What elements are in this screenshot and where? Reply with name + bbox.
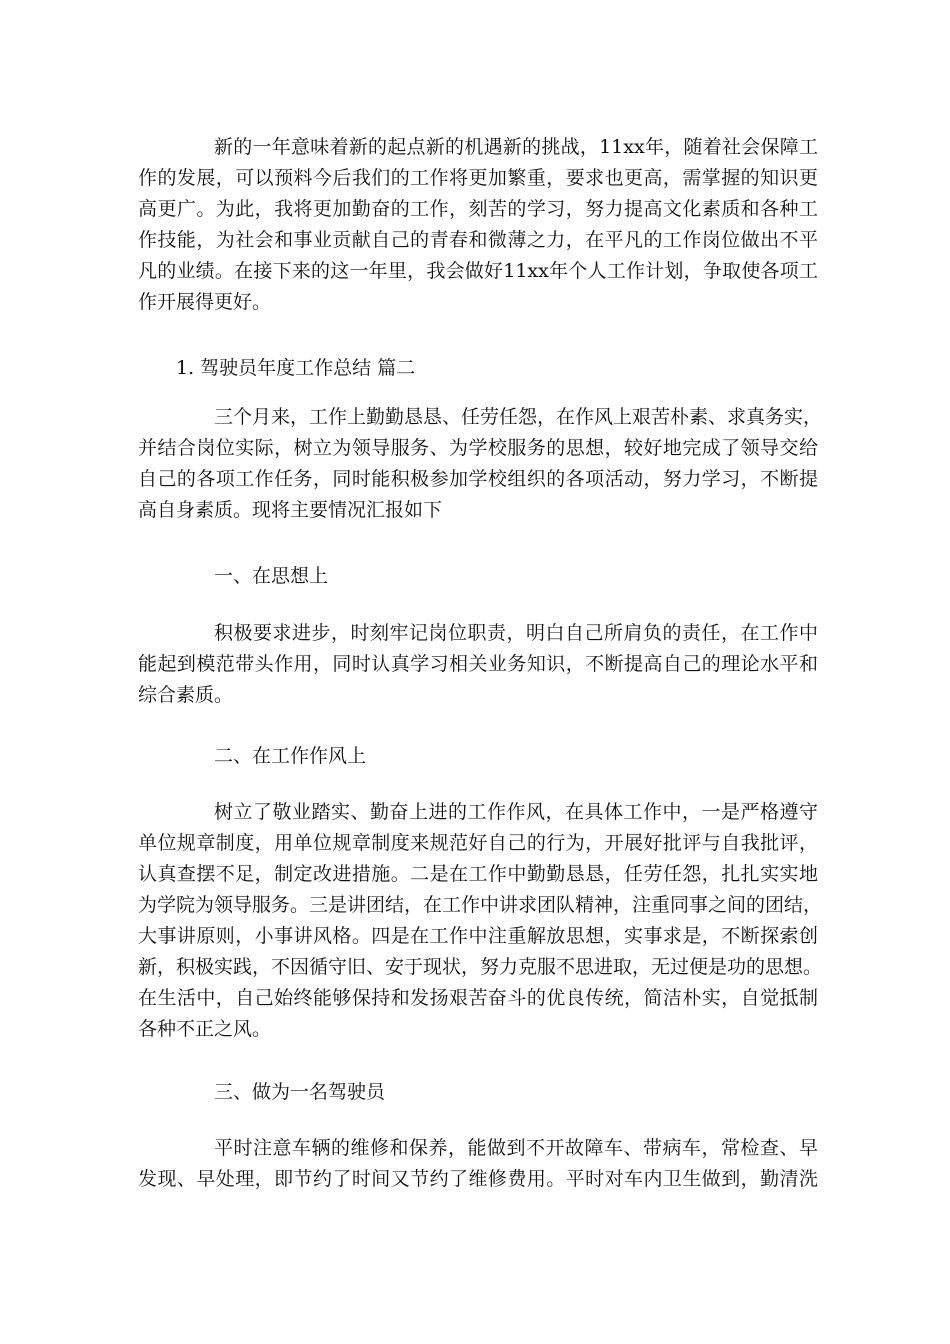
paragraph-summary [138,402,823,526]
paragraph-line: 高自身素质。现将主要情况汇报如下 [138,499,443,521]
paragraph-line: 树立了敬业踏实、勤奋上进的工作作风，在具体工作中，一是严格遵守 [214,801,818,823]
paragraph-line: 平时注意车辆的维修和保养，能做到不开故障车、带病车，常检查、早 [214,1137,818,1159]
paragraph-line: 并结合岗位实际，树立为领导服务、为学校服务的思想，较好地完成了领导交给 [138,437,818,459]
paragraph-line: 综合素质。 [138,684,234,706]
paragraph-thought [138,618,818,711]
subsection-heading-workstyle: 二、在工作作风上 [214,745,367,767]
paragraph-line: 三个月来，工作上勤勤恳恳、任劳任怨，在作风上艰苦朴素、求真务实， [214,406,823,428]
paragraph-line: 积极要求进步，时刻牢记岗位职责，明白自己所肩负的责任，在工作中 [214,622,818,644]
paragraph-line: 高更广。为此，我将更加勤奋的工作，刻苦的学习，努力提高文化素质和各种工 [138,198,818,220]
paragraph-line: 大事讲原则，小事讲风格。四是在工作中注重解放思想，实事求是，不断探索创 [138,925,818,947]
subsection-heading-thought: 一、在思想上 [214,565,329,587]
paragraph-line: 能起到模范带头作用，同时认真学习相关业务知识，不断提高自己的理论水平和 [138,653,818,675]
section-title: 1. 驾驶员年度工作总结 篇二 [176,357,416,379]
paragraph-line: 发现、早处理，即节约了时间又节约了维修费用。平时对车内卫生做到，勤清洗 [138,1168,818,1190]
paragraph-driver [138,1133,818,1195]
paragraph-line: 各种不正之风。 [138,1018,272,1040]
paragraph-workstyle [138,797,823,1045]
paragraph-line: 新，积极实践，不因循守旧、安于现状，努力克服不思进取，无过便是功的思想。 [138,956,823,978]
paragraph-line: 自己的各项工作任务，同时能积极参加学校组织的各项活动，努力学习，不断提 [138,468,818,490]
paragraph-line: 新的一年意味着新的起点新的机遇新的挑战，11xx年，随着社会保障工 [214,136,818,158]
paragraph-line: 作开展得更好。 [138,291,272,313]
paragraph-line: 作技能，为社会和事业贡献自己的青春和微薄之力，在平凡的工作岗位做出不平 [138,229,818,251]
paragraph-intro [138,132,818,318]
paragraph-line: 凡的业绩。在接下来的这一年里，我会做好11xx年个人工作计划，争取使各项工 [138,260,818,282]
paragraph-line: 在生活中，自己始终能够保持和发扬艰苦奋斗的优良传统，简洁朴实，自觉抵制 [138,987,818,1009]
paragraph-line: 认真查摆不足，制定改进措施。二是在工作中勤勤恳恳，任劳任怨，扎扎实实地 [138,863,818,885]
paragraph-line: 为学院为领导服务。三是讲团结，在工作中讲求团队精神，注重同事之间的团结， [138,894,823,916]
paragraph-line: 单位规章制度，用单位规章制度来规范好自己的行为，开展好批评与自我批评， [138,832,818,854]
subsection-heading-driver: 三、做为一名驾驶员 [214,1081,386,1103]
paragraph-line: 作的发展，可以预料今后我们的工作将更加繁重，要求也更高，需掌握的知识更 [138,167,818,189]
